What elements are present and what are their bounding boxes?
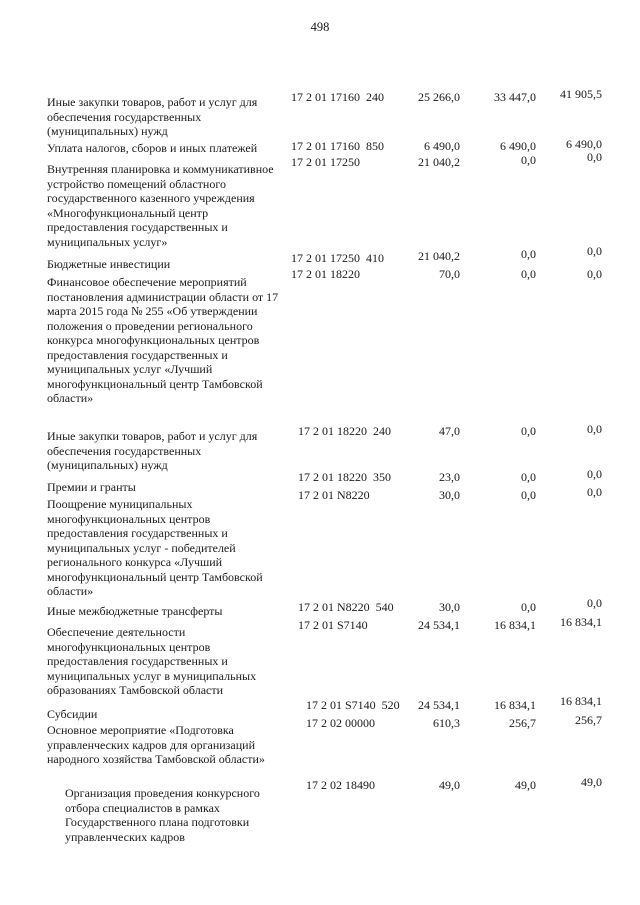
row-value-1: 24 534,1 [418, 698, 460, 712]
row-value-1: 21 040,2 [418, 249, 460, 263]
row-code: 17 2 01 S7140 [298, 618, 368, 632]
row-value-3: 41 905,5 [560, 87, 602, 101]
row-value-2: 16 834,1 [494, 618, 536, 632]
row-name: Поощрение муниципальных многофункциональных центров предоставления государственных и муниципальных услуг - победителей регионального конкурса «Лучший многофункциональный центр Тамбовской области» [47, 497, 263, 598]
row-name: Иные закупки товаров, работ и услуг для обеспечения государственных (муниципальных) нужд [47, 429, 258, 472]
row-name: Финансовое обеспечение мероприятий постановления администрации области от 17 марта 2015 года № 255 «Об утверждении положения о проведении регионального конкурса многофункциональных центров предоставления государственных и муниципальных услуг «Лучший многофункциональный центр Тамбовской области» [47, 275, 279, 405]
row-value-2: 33 447,0 [494, 90, 536, 104]
row-code: 17 2 01 17250 [291, 155, 360, 169]
row-value-2: 16 834,1 [494, 698, 536, 712]
row-value-3: 0,0 [587, 467, 602, 481]
row-name: Субсидии [47, 707, 98, 721]
row-value-2: 0,0 [521, 267, 536, 281]
row-value-3: 0,0 [587, 596, 602, 610]
row-value-2: 0,0 [521, 470, 536, 484]
row-value-2: 0,0 [521, 153, 536, 167]
row-code: 17 2 01 18220 240 [298, 424, 391, 438]
row-value-1: 47,0 [439, 424, 460, 438]
row-value-2: 256,7 [509, 716, 536, 730]
row-name: Внутренняя планировка и коммуникативное устройство помещений областного государственного казенного учреждения «Многофункциональный центр предоставления государственных и муниципальных услуг» [47, 162, 274, 249]
row-value-3: 16 834,1 [560, 694, 602, 708]
page-number: 498 [310, 20, 330, 34]
row-value-3: 49,0 [581, 775, 602, 789]
row-value-1: 24 534,1 [418, 618, 460, 632]
row-value-1: 25 266,0 [418, 90, 460, 104]
row-value-3: 256,7 [575, 713, 602, 727]
row-code: 17 2 01 S7140 520 [306, 698, 400, 712]
row-value-1: 6 490,0 [424, 139, 460, 153]
row-value-1: 21 040,2 [418, 155, 460, 169]
row-value-1: 610,3 [433, 716, 460, 730]
row-value-3: 0,0 [587, 150, 602, 164]
row-value-1: 70,0 [439, 267, 460, 281]
row-value-2: 0,0 [521, 488, 536, 502]
row-name: Премии и гранты [47, 480, 136, 494]
row-code: 17 2 02 00000 [306, 716, 375, 730]
row-name: Бюджетные инвестиции [47, 257, 171, 271]
row-name: Основное мероприятие «Подготовка управленческих кадров для организаций народного хозяйства Тамбовской области» [47, 723, 265, 766]
row-code: 17 2 01 17250 410 [291, 251, 384, 265]
row-value-3: 0,0 [587, 485, 602, 499]
row-code: 17 2 02 18490 [306, 778, 375, 792]
row-value-3: 0,0 [587, 267, 602, 281]
row-name: Иные закупки товаров, работ и услуг для обеспечения государственных (муниципальных) нужд [47, 95, 258, 138]
row-value-3: 0,0 [587, 422, 602, 436]
row-name: Уплата налогов, сборов и иных платежей [47, 141, 258, 155]
row-value-1: 49,0 [439, 778, 460, 792]
row-value-1: 23,0 [439, 470, 460, 484]
row-code: 17 2 01 N8220 [298, 488, 370, 502]
row-value-2: 0,0 [521, 247, 536, 261]
row-value-2: 6 490,0 [500, 139, 536, 153]
row-value-2: 0,0 [521, 600, 536, 614]
row-name: Иные межбюджетные трансферты [47, 604, 223, 618]
row-name: Обеспечение деятельности многофункциональных центров предоставления государственных и муниципальных услуг в муниципальных образованиях Тамбовской области [47, 625, 257, 697]
row-value-3: 6 490,0 [566, 137, 602, 151]
row-value-2: 49,0 [515, 778, 536, 792]
row-code: 17 2 01 18220 [291, 267, 360, 281]
row-code: 17 2 01 17160 240 [291, 90, 384, 104]
row-name: Организация проведения конкурсного отбора специалистов в рамках Государственного плана подготовки управленческих кадров [65, 786, 260, 844]
row-value-3: 16 834,1 [560, 615, 602, 629]
row-value-1: 30,0 [439, 488, 460, 502]
row-value-2: 0,0 [521, 424, 536, 438]
row-value-1: 30,0 [439, 600, 460, 614]
row-code: 17 2 01 17160 850 [291, 139, 384, 153]
row-code: 17 2 01 18220 350 [298, 470, 391, 484]
row-code: 17 2 01 N8220 540 [298, 600, 394, 614]
row-value-3: 0,0 [587, 244, 602, 258]
